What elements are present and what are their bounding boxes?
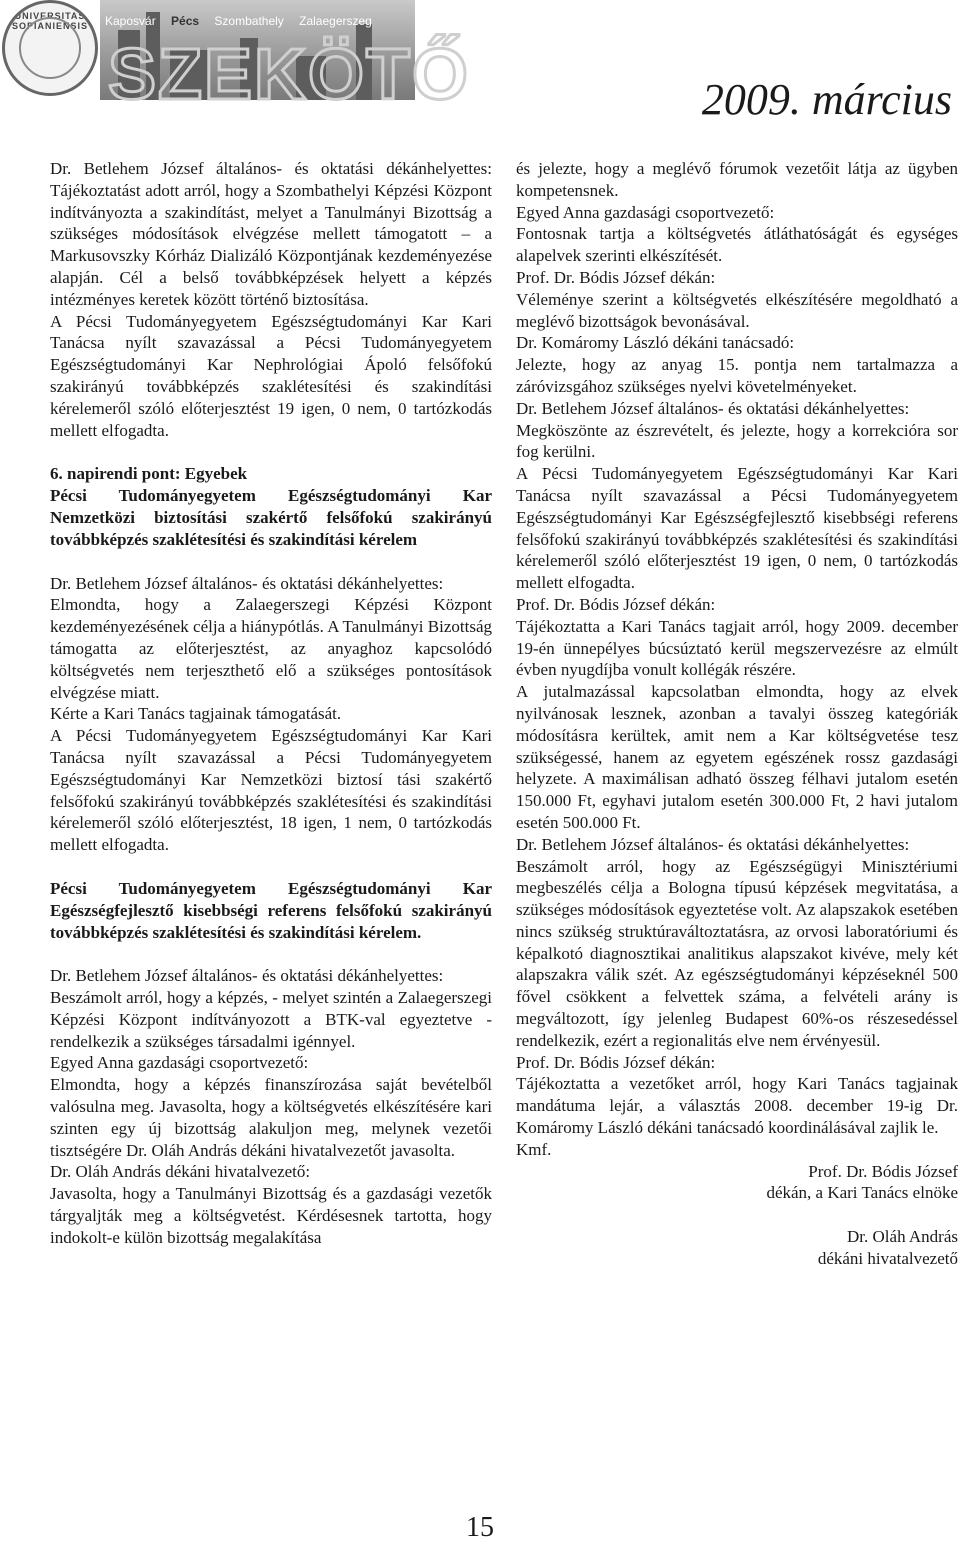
seal-lettering: UNIVERSITAS SOPIANIENSIS: [11, 11, 88, 31]
paragraph: Beszámolt arról, hogy az Egészségügyi Minisztériumi megbeszélés célja a Bologna típusú képzések megvitatása, a szükséges módosítások egyeztetése volt. Az alapszakok esetében nincs szükség struktúraváltoztatásra, az orvosi laboratóriumi és képalkotó diagnosztikai analitikus alapszakot kivéve, mely két alapszakra válik szét. Az egészségtudományi képzéseknél 500 fővel csökkent a felvettek száma, a felvételi arány is megváltozott, így jelenleg Budapest 60%-os részesedéssel rendelkezik, ezért a regionalitás elve nem érvényesül.: [516, 856, 958, 1050]
signature-title: dékán, a Kari Tanács elnöke: [766, 1183, 958, 1203]
paragraph: Megköszönte az észrevételt, és jelezte, hogy a korrekcióra sor fog kerülni.: [516, 420, 958, 462]
speaker-label: Egyed Anna gazdasági csoportvezető:: [516, 202, 775, 222]
paragraph: Beszámolt arról, hogy a képzés, - melyet szintén a Zalaegerszegi Képzési Központ indítványozott a BTK-val egyeztetve - rendelkezik a szükséges társadalmi igénnyel.: [50, 988, 492, 1051]
paragraph: Tájékoztatta a Kari Tanács tagjait arról, hogy 2009. december 19-én ünnepélyes búcsúztató kerül megszervezésre az elmúlt évben nyugdíjba vonult kollégák részére.: [516, 616, 958, 680]
speaker-label: Dr. Betlehem József általános- és oktatási dékánhelyettes:: [516, 398, 910, 418]
speaker-label: Prof. Dr. Bódis József dékán:: [516, 267, 716, 287]
speaker-label: Dr. Komáromy László dékáni tanácsadó:: [516, 333, 795, 353]
newsletter-masthead: SZEKÖTŐ: [108, 35, 471, 115]
speaker-label: Prof. Dr. Bódis József dékán:: [516, 594, 716, 614]
paragraph: Javasolta, hogy a Tanulmányi Bizottság és a gazdasági vezetők tárgyaljták meg a költségvetést. Kérdésesnek tartotta, hogy indokolt-e külön bizottság megalakítása: [50, 1184, 492, 1247]
page-number: 15: [466, 1512, 494, 1543]
signature-title: dékáni hivatalvezető: [817, 1249, 958, 1269]
speaker-label: Prof. Dr. Bódis József dékán:: [516, 1052, 716, 1072]
issue-date: 2009. március: [701, 75, 952, 124]
paragraph: Tájékoztatta a vezetőket arról, hogy Kari Tanács tagjainak mandátuma lejár, a választás 2008. december 19-ig Dr. Komáromy László dékáni tanácsadó koordinálásával zajlik le.: [516, 1074, 958, 1138]
paragraph: Elmondta, hogy a Zalaegerszegi Képzési Központ kezdeményezésének célja a hiánypótlás. A Tanulmányi Bizottság támogatta az előterjesztést, az anyaghoz kapcsolódó költségvetés nem terjeszthető elő a szükséges pontosítások elvégzése miatt.: [50, 595, 492, 702]
speaker-label: Dr. Betlehem József általános- és oktatási dékánhelyettes:: [50, 573, 444, 593]
right-column: [516, 158, 958, 1270]
paragraph: Véleménye szerint a költségvetés elkészítésére megoldható a meglévő bizottságok bevonásával.: [516, 289, 958, 331]
paragraph: Fontosnak tartja a költségvetés átláthatóságát és egységes alapelvek szerinti elkészítését.: [516, 224, 958, 266]
signature-name: Dr. Oláh András: [847, 1227, 958, 1247]
city-zalaegerszeg: Zalaegerszeg: [299, 14, 372, 28]
section-heading: Pécsi Tudományegyetem Egészségtudományi Kar Nemzetközi biztosítási szakértő felsőfokú szakirányú továbbképzés szaklétesítési és szakindítási kérelem: [50, 486, 492, 549]
signature-name: Prof. Dr. Bódis József: [808, 1161, 958, 1181]
paragraph: Kérte a Kari Tanács tagjainak támogatását.: [50, 704, 342, 724]
city-szombathely: Szombathely: [214, 14, 284, 28]
left-column: [50, 158, 492, 1249]
paragraph: Dr. Betlehem József általános- és oktatási dékánhelyettes: Tájékoztatást adott arról, hogy a Szombathelyi Képzési Központ indítványozta a szakindítást, melyet a Tanulmányi Bizottság a szükséges módosítások elvégzése mellett támogatott – a Markusovszky Kórház Dializáló Központjának kezdeményezése alapján. Cél a belső továbbképzések helyett a képzés intézményes keretek között történő biztosítása.: [50, 159, 492, 309]
page-header: [0, 0, 960, 150]
university-seal-logo: [2, 0, 98, 96]
speaker-label: Egyed Anna gazdasági csoportvezető:: [50, 1053, 309, 1073]
paragraph: A Pécsi Tudományegyetem Egészségtudományi Kar Kari Tanácsa nyílt szavazással a Pécsi Tudományegyetem Egészségtudományi Kar Nephrológiai Ápoló felsőfokú szakirányú továbbképzés szaklétesítési és szakindítási kérelemeről szóló előterjesztést 19 igen, 0 nem, 0 tartózkodás mellett elfogadta.: [50, 311, 492, 440]
paragraph: A Pécsi Tudományegyetem Egészségtudományi Kar Kari Tanácsa nyílt szavazással a Pécsi Tudományegyetem Egészségtudományi Kar Nemzetközi biztosí tási szakértő felsőfokú szakirányú továbbképzés szaklétesítési és szakindítási kérelemeről szóló előterjesztést, 18 igen, 1 nem, 0 tartózkodás mellett elfogadta.: [50, 726, 492, 855]
city-list: [105, 14, 384, 28]
paragraph: A jutalmazással kapcsolatban elmondta, hogy az elvek nyilvánosak lesznek, azonban a tavalyi összeg kategóriák módosításra kerültek, amit nem a Kar költségvetése tesz szükségessé, hanem az egyetem egészének rossz gazdasági helyzete. A maximálisan adható összeg félhavi jutalom esetén 150.000 Ft, egyhavi jutalom esetén 300.000 Ft, 2 havi jutalom esetén 500.000 Ft.: [516, 682, 958, 832]
speaker-label: Dr. Oláh András dékáni hivatalvezető:: [50, 1162, 311, 1182]
city-pecs: Pécs: [171, 14, 200, 28]
agenda-heading: 6. napirendi pont: Egyebek: [50, 464, 248, 484]
city-kaposvar: Kaposvár: [105, 14, 156, 28]
paragraph: és jelezte, hogy a meglévő fórumok vezetőit látja az ügyben kompetensnek.: [516, 159, 958, 200]
paragraph: A Pécsi Tudományegyetem Egészségtudományi Kar Kari Tanácsa nyílt szavazással a Pécsi Tudományegyetem Egészségtudományi Kar Egészségfejlesztő kisebbségi referens felsőfokú szakirányú továbbképzés szaklétesítési és szakindítási kérelemeről szóló előterjesztést 19 igen, 0 nem, 0 tartózkodás mellett elfogadta.: [516, 464, 958, 593]
paragraph: Elmondta, hogy a képzés finanszírozása saját bevételből valósulna meg. Javasolta, hogy a költségvetés elkészítésére kari szinten egy új bizottság alakuljon meg, melynek vezetői tisztségére Dr. Oláh András dékáni hivatalvezetőt javasolta.: [50, 1075, 492, 1160]
speaker-label: Dr. Betlehem József általános- és oktatási dékánhelyettes:: [50, 966, 444, 986]
seal-inner-ring: [19, 17, 81, 79]
speaker-label: Dr. Betlehem József általános- és oktatási dékánhelyettes:: [516, 834, 910, 854]
closing-kmf: Kmf.: [516, 1139, 552, 1159]
paragraph: Jelezte, hogy az anyag 15. pontja nem tartalmazza a záróvizsgához szükséges nyelvi követelményeket.: [516, 355, 958, 396]
section-heading: Pécsi Tudományegyetem Egészségtudományi Kar Egészségfejlesztő kisebbségi referens felsőfokú szakirányú továbbképzés szaklétesítési és szakindítási kérelem.: [50, 878, 492, 942]
